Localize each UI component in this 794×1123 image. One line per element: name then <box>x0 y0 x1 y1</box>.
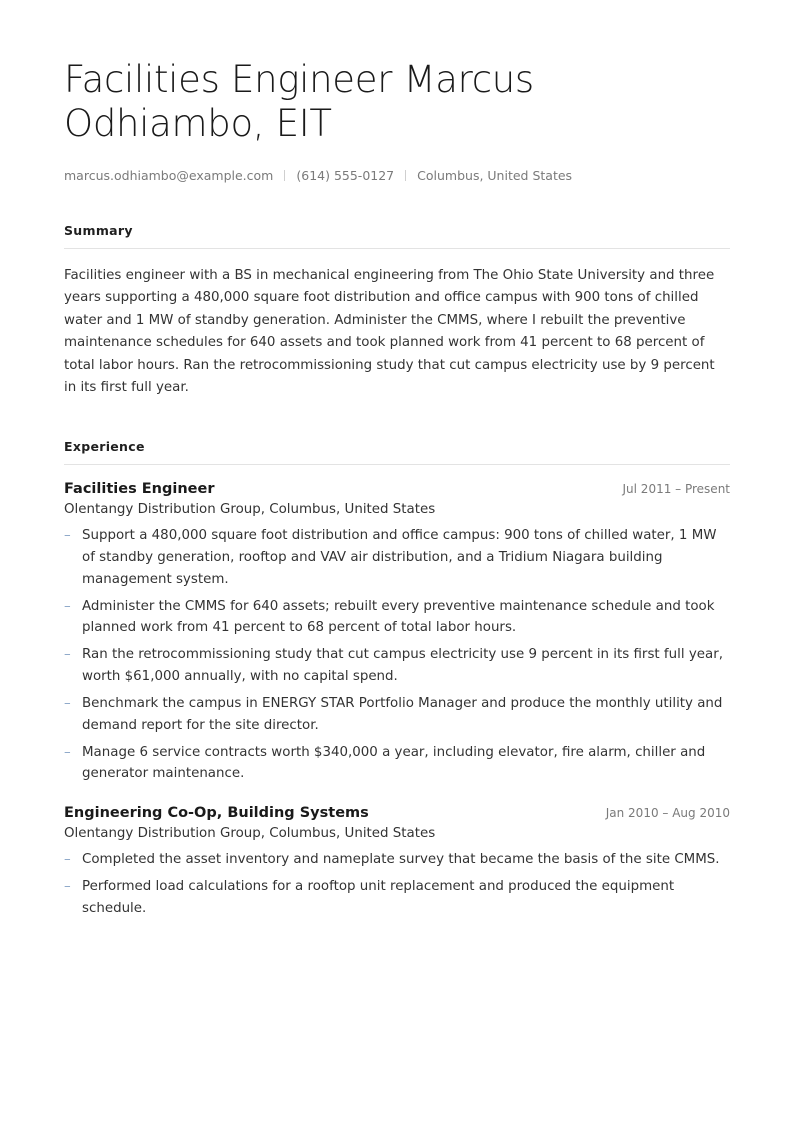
experience-section <box>64 439 730 919</box>
job-bullet-text: Administer the CMMS for 640 assets; rebuilt every preventive maintenance schedule and took planned work from 41 percent to 68 percent of total labor hours. <box>82 598 715 636</box>
job-bullet <box>64 644 730 687</box>
job-header <box>64 805 730 821</box>
section-title-experience: Experience <box>64 439 730 465</box>
contact-email[interactable]: marcus.odhiambo@example.com <box>64 168 274 183</box>
job-bullet-text: Completed the asset inventory and nameplate survey that became the basis of the site CMMS. <box>82 851 720 867</box>
job-dates: Jan 2010 – Aug 2010 <box>605 805 730 820</box>
job-organization: Olentangy Distribution Group, Columbus, United States <box>64 502 436 518</box>
bullet-dash-icon: – <box>64 528 71 544</box>
bullet-dash-icon: – <box>64 879 71 895</box>
job-bullet-text: Benchmark the campus in ENERGY STAR Portfolio Manager and produce the monthly utility and demand report for the site director. <box>82 696 723 733</box>
job-organization: Olentangy Distribution Group, Columbus, United States <box>64 825 436 841</box>
contact-location: Columbus, United States <box>417 168 573 183</box>
job-header <box>64 481 730 497</box>
resume-content <box>64 58 730 925</box>
section-title-summary: Summary <box>64 223 730 249</box>
bullet-dash-icon: – <box>64 851 71 867</box>
job-bullet-list <box>64 525 730 785</box>
job-bullet-text: Ran the retrocommissioning study that cut campus electricity use 9 percent in its first full year, worth $61,000 annually, with no capital spend. <box>82 647 723 684</box>
job-bullet-text: Performed load calculations for a rooftop unit replacement and produced the equipment schedule. <box>82 879 675 916</box>
job-entry <box>64 481 730 785</box>
contact-separator <box>284 170 285 181</box>
job-bullet <box>64 693 730 736</box>
bullet-dash-icon: – <box>64 598 71 614</box>
bullet-dash-icon: – <box>64 647 71 663</box>
summary-text: Facilities engineer with a BS in mechanical engineering from The Ohio State University and three years supporting a 480,000 square foot distribution and office campus with 900 tons of chilled water and 1 MW of standby generation. Administer the CMMS, where I rebuilt the preventive maintenance schedules for 640 assets and took planned work from 41 percent to 68 percent of total labor hours. Ran the retrocommissioning study that cut campus electricity use by 9 percent in its first full year. <box>64 268 715 396</box>
job-bullet-text: Manage 6 service contracts worth $340,000 a year, including elevator, fire alarm, chiller and generator maintenance. <box>82 744 706 782</box>
contact-phone: (614) 555-0127 <box>296 168 395 183</box>
job-entry <box>64 805 730 919</box>
job-dates: Jul 2011 – Present <box>622 482 730 497</box>
job-bullet <box>64 596 730 639</box>
candidate-name: Facilities Engineer Marcus Odhiambo, EIT <box>64 58 534 145</box>
job-title: Engineering Co-Op, Building Systems <box>64 804 369 821</box>
job-bullet-text: Support a 480,000 square foot distribution and office campus: 900 tons of chilled water, 1 MW of standby generation, rooftop and VAV air distribution, and a Tridium Niagara building management system. <box>82 528 717 587</box>
job-title: Facilities Engineer <box>64 481 215 498</box>
contact-line <box>64 168 730 183</box>
job-bullet <box>64 849 730 871</box>
summary-section <box>64 223 730 399</box>
bullet-dash-icon: – <box>64 696 71 712</box>
contact-separator <box>405 170 406 181</box>
job-bullet <box>64 742 730 785</box>
job-bullet <box>64 876 730 919</box>
job-bullet <box>64 525 730 590</box>
job-bullet-list <box>64 849 730 919</box>
bullet-dash-icon: – <box>64 744 71 760</box>
